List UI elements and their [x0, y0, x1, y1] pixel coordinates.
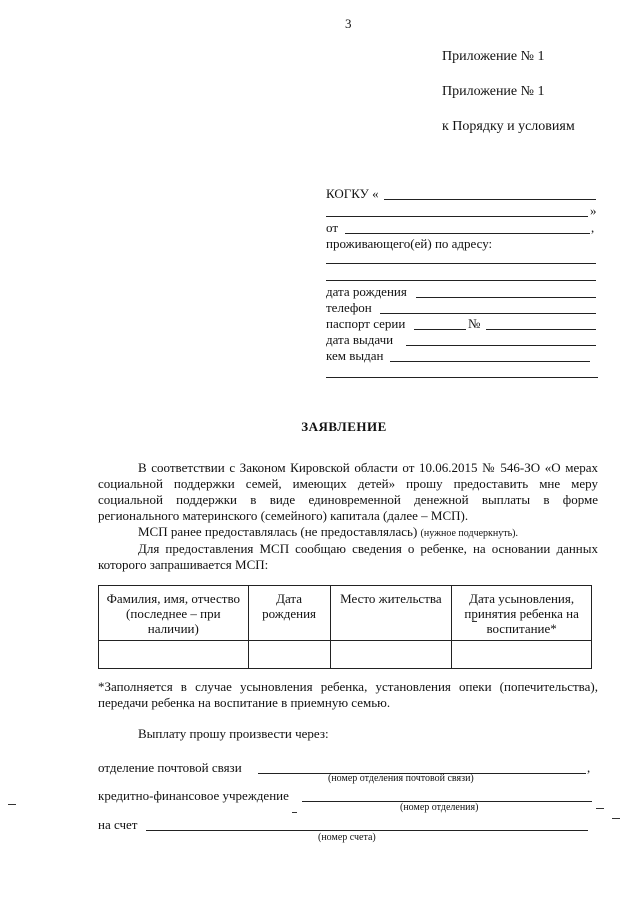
- passport-series-label: паспорт серии: [326, 316, 406, 331]
- cell-full-name[interactable]: [99, 641, 249, 669]
- post-office-comma: ,: [587, 760, 591, 775]
- bank-label: кредитно-финансовое учреждение: [98, 788, 289, 803]
- cell-birth-date[interactable]: [248, 641, 330, 669]
- cell-residence[interactable]: [330, 641, 452, 669]
- address-field-line2[interactable]: [326, 280, 596, 281]
- address-field-line1[interactable]: [326, 263, 596, 264]
- column-full-name: Фамилия, имя, отчество (последнее – при наличии): [99, 586, 249, 641]
- account-field[interactable]: [146, 830, 588, 831]
- post-office-hint: (номер отделения почтовой связи): [328, 773, 474, 784]
- kogku-close-quote: »: [590, 203, 597, 218]
- paragraph-law-reference: В соответствии с Законом Кировской области от 10.06.2015 № 546-ЗО «О мерах социальной поддержки семей, имеющих детей» прошу предоставить мне меру социальной поддержки в виде единовременной денежной выплаты в форме регионального материнского (семейного) капитала (далее – МСП).: [98, 460, 598, 523]
- post-office-label: отделение почтовой связи: [98, 760, 242, 775]
- applicant-name-field[interactable]: [345, 233, 590, 234]
- phone-label: телефон: [326, 300, 372, 315]
- appendix-title: Приложение № 1: [442, 49, 545, 64]
- previous-provision-text: МСП ранее предоставлялась (не предоставлялась): [138, 524, 418, 539]
- account-label: на счет: [98, 817, 138, 832]
- scan-mark: [596, 808, 604, 809]
- underline-hint: (нужное подчеркнуть).: [420, 528, 519, 539]
- page-number: 3: [345, 16, 352, 31]
- footnote: *Заполняется в случае усыновления ребенка, установления опеки (попечительства), передачи ребенка на воспитание в приемную семью.: [98, 679, 598, 710]
- scan-mark: [8, 804, 16, 805]
- payment-intro: Выплату прошу произвести через:: [138, 726, 329, 741]
- passport-number-field[interactable]: [486, 329, 596, 330]
- scan-mark: [612, 818, 620, 819]
- cell-adoption-date[interactable]: [452, 641, 592, 669]
- scan-mark: [292, 812, 297, 813]
- appendix-reference: к Порядку и условиям: [442, 119, 575, 134]
- issue-date-field[interactable]: [406, 345, 596, 346]
- child-info-table: [98, 585, 592, 669]
- kogku-name-field-line2[interactable]: [326, 216, 588, 217]
- issued-by-label: кем выдан: [326, 348, 384, 363]
- kogku-name-field[interactable]: [384, 199, 596, 200]
- appendix-title-repeat: Приложение № 1: [442, 84, 545, 99]
- column-residence: Место жительства: [330, 586, 452, 641]
- birth-date-label: дата рождения: [326, 284, 407, 299]
- scan-mark: [472, 621, 477, 622]
- bank-hint: (номер отделения): [400, 802, 479, 813]
- residing-label: проживающего(ей) по адресу:: [326, 236, 493, 251]
- issue-date-label: дата выдачи: [326, 332, 394, 347]
- birth-date-field[interactable]: [416, 297, 596, 298]
- column-birth-date: Дата рождения: [248, 586, 330, 641]
- passport-number-label: №: [468, 316, 481, 331]
- phone-field[interactable]: [380, 313, 596, 314]
- kogku-label: КОГКУ «: [326, 186, 379, 201]
- table-row: [99, 641, 592, 669]
- from-comma: ,: [591, 220, 595, 235]
- document-title: ЗАЯВЛЕНИЕ: [301, 419, 387, 434]
- column-adoption-date: Дата усыновления, принятия ребенка на воспитание*: [452, 586, 592, 641]
- from-label: от: [326, 220, 339, 235]
- issued-by-field-line1[interactable]: [390, 361, 590, 362]
- paragraph-previous-provision: [98, 524, 598, 542]
- account-hint: (номер счета): [318, 832, 376, 843]
- table-header-row: [99, 586, 592, 641]
- issued-by-field-line2[interactable]: [326, 377, 598, 378]
- paragraph-child-info: Для предоставления МСП сообщаю сведения о ребенке, на основании данных которого запрашивается МСП:: [98, 541, 598, 572]
- passport-series-field[interactable]: [414, 329, 466, 330]
